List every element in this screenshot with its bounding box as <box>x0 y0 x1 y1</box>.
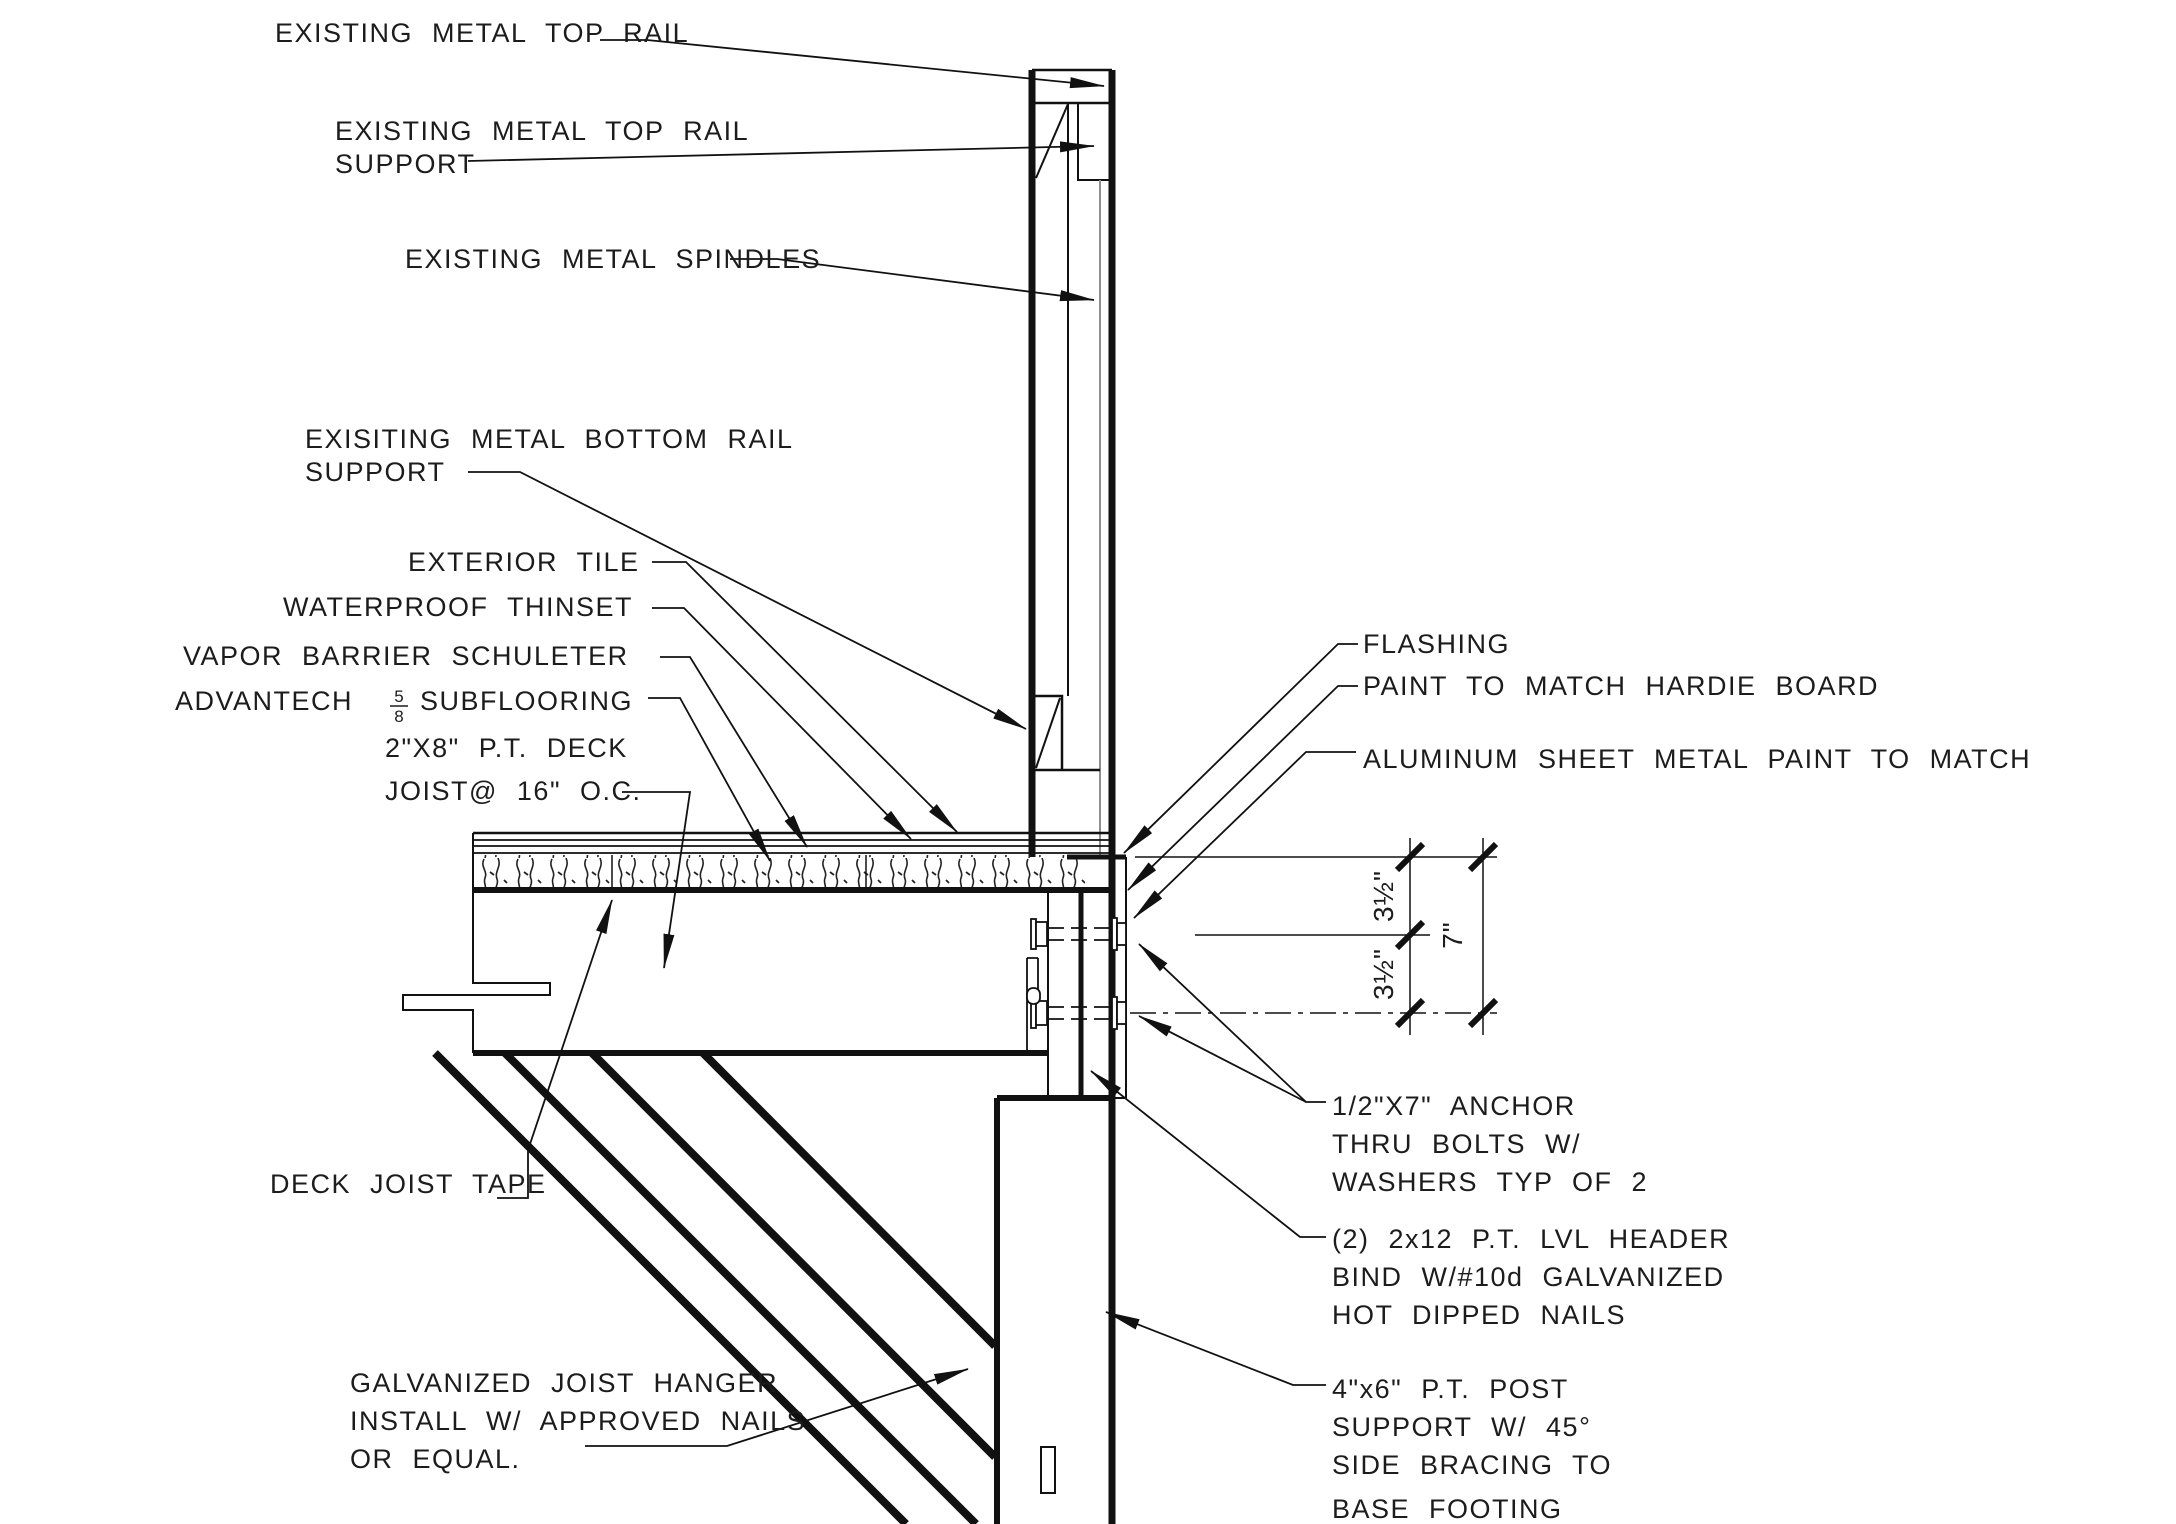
subfloor-hatch <box>473 855 1085 888</box>
label-anchor-bolts-3: WASHERS TYP OF 2 <box>1332 1167 1649 1197</box>
leader-exterior-tile <box>652 562 957 832</box>
label-bottom-rail-support-2: SUPPORT <box>305 457 446 487</box>
label-lvl-header-3: HOT DIPPED NAILS <box>1332 1300 1627 1330</box>
top-rail-support-diagonal <box>1036 104 1068 178</box>
bolt-head <box>1036 922 1047 946</box>
label-joist-hanger-2: INSTALL W/ APPROVED NAILS <box>350 1406 807 1436</box>
leader-post-support <box>1106 1312 1326 1385</box>
label-anchor-bolts-2: THRU BOLTS W/ <box>1332 1129 1582 1159</box>
brace-line <box>505 1053 976 1524</box>
label-bottom-rail-support-1: EXISITING METAL BOTTOM RAIL <box>305 424 794 454</box>
label-lvl-header-2: BIND W/#10d GALVANIZED <box>1332 1262 1725 1292</box>
bolt-head <box>1036 1001 1047 1025</box>
brace-line <box>703 1053 995 1346</box>
label-waterproof-thinset: WATERPROOF THINSET <box>283 592 634 622</box>
leader-vapor-barrier <box>660 657 807 847</box>
bottom-rail-support-diagonal <box>1036 698 1060 768</box>
post-fastener <box>1041 1447 1055 1493</box>
deck-assembly <box>403 833 1112 1053</box>
bolt-nut <box>1117 1002 1126 1024</box>
label-subflooring-suffix: SUBFLOORING <box>420 686 634 716</box>
dim-lower-half: 3½" <box>1368 948 1399 1000</box>
label-deck-joist-tape: DECK JOIST TAPE <box>270 1169 547 1199</box>
label-paint-to-match: PAINT TO MATCH HARDIE BOARD <box>1363 671 1880 701</box>
leader-anchor-bolt-lower <box>1139 1016 1306 1102</box>
header-and-post <box>997 857 1126 1524</box>
dim-overall: 7" <box>1437 921 1468 949</box>
leader-flashing <box>1124 644 1358 853</box>
label-post-support-1: 4"x6" P.T. POST <box>1332 1374 1569 1404</box>
label-subflooring-prefix: ADVANTECH <box>175 686 354 716</box>
dim-upper-half: 3½" <box>1368 870 1399 922</box>
label-spindles: EXISTING METAL SPINDLES <box>405 244 822 274</box>
bolt-nut <box>1117 923 1126 945</box>
bottom-rail-support-bracket <box>1034 696 1100 770</box>
leader-deck-joist-tape <box>497 900 612 1198</box>
label-deck-joist-1: 2"X8" P.T. DECK <box>385 733 628 763</box>
label-joist-hanger-3: OR EQUAL. <box>350 1444 521 1474</box>
leader-top-rail-support <box>468 146 1094 161</box>
label-subflooring-fraction-denominator: 8 <box>394 707 404 726</box>
label-exterior-tile: EXTERIOR TILE <box>408 547 640 577</box>
leader-paint-to-match <box>1128 686 1358 890</box>
label-vapor-barrier: VAPOR BARRIER SCHULETER <box>183 641 629 671</box>
label-flashing: FLASHING <box>1363 629 1511 659</box>
label-post-support-3: SIDE BRACING TO <box>1332 1450 1613 1480</box>
leader-anchor-bolt-upper <box>1139 944 1326 1102</box>
label-post-support-2: SUPPORT W/ 45° <box>1332 1412 1592 1442</box>
label-post-support-4: BASE FOOTING <box>1332 1494 1563 1524</box>
hanger-clip <box>1027 988 1040 1004</box>
label-lvl-header-1: (2) 2x12 P.T. LVL HEADER <box>1332 1224 1731 1254</box>
label-anchor-bolts-1: 1/2"X7" ANCHOR <box>1332 1091 1576 1121</box>
top-rail-support-bracket <box>1078 103 1112 180</box>
leader-subflooring <box>648 698 770 861</box>
railing-assembly <box>1032 70 1112 1524</box>
label-deck-joist-2: JOIST@ 16" O.C. <box>385 776 642 806</box>
label-top-rail: EXISTING METAL TOP RAIL <box>275 18 690 48</box>
label-aluminum-sheet: ALUMINUM SHEET METAL PAINT TO MATCH <box>1363 744 2032 774</box>
label-joist-hanger-1: GALVANIZED JOIST HANGER <box>350 1368 779 1398</box>
label-top-rail-support-1: EXISTING METAL TOP RAIL <box>335 116 750 146</box>
text-labels <box>175 18 2031 1524</box>
label-top-rail-support-2: SUPPORT <box>335 149 476 179</box>
label-subflooring-fraction-numerator: 5 <box>394 687 404 706</box>
